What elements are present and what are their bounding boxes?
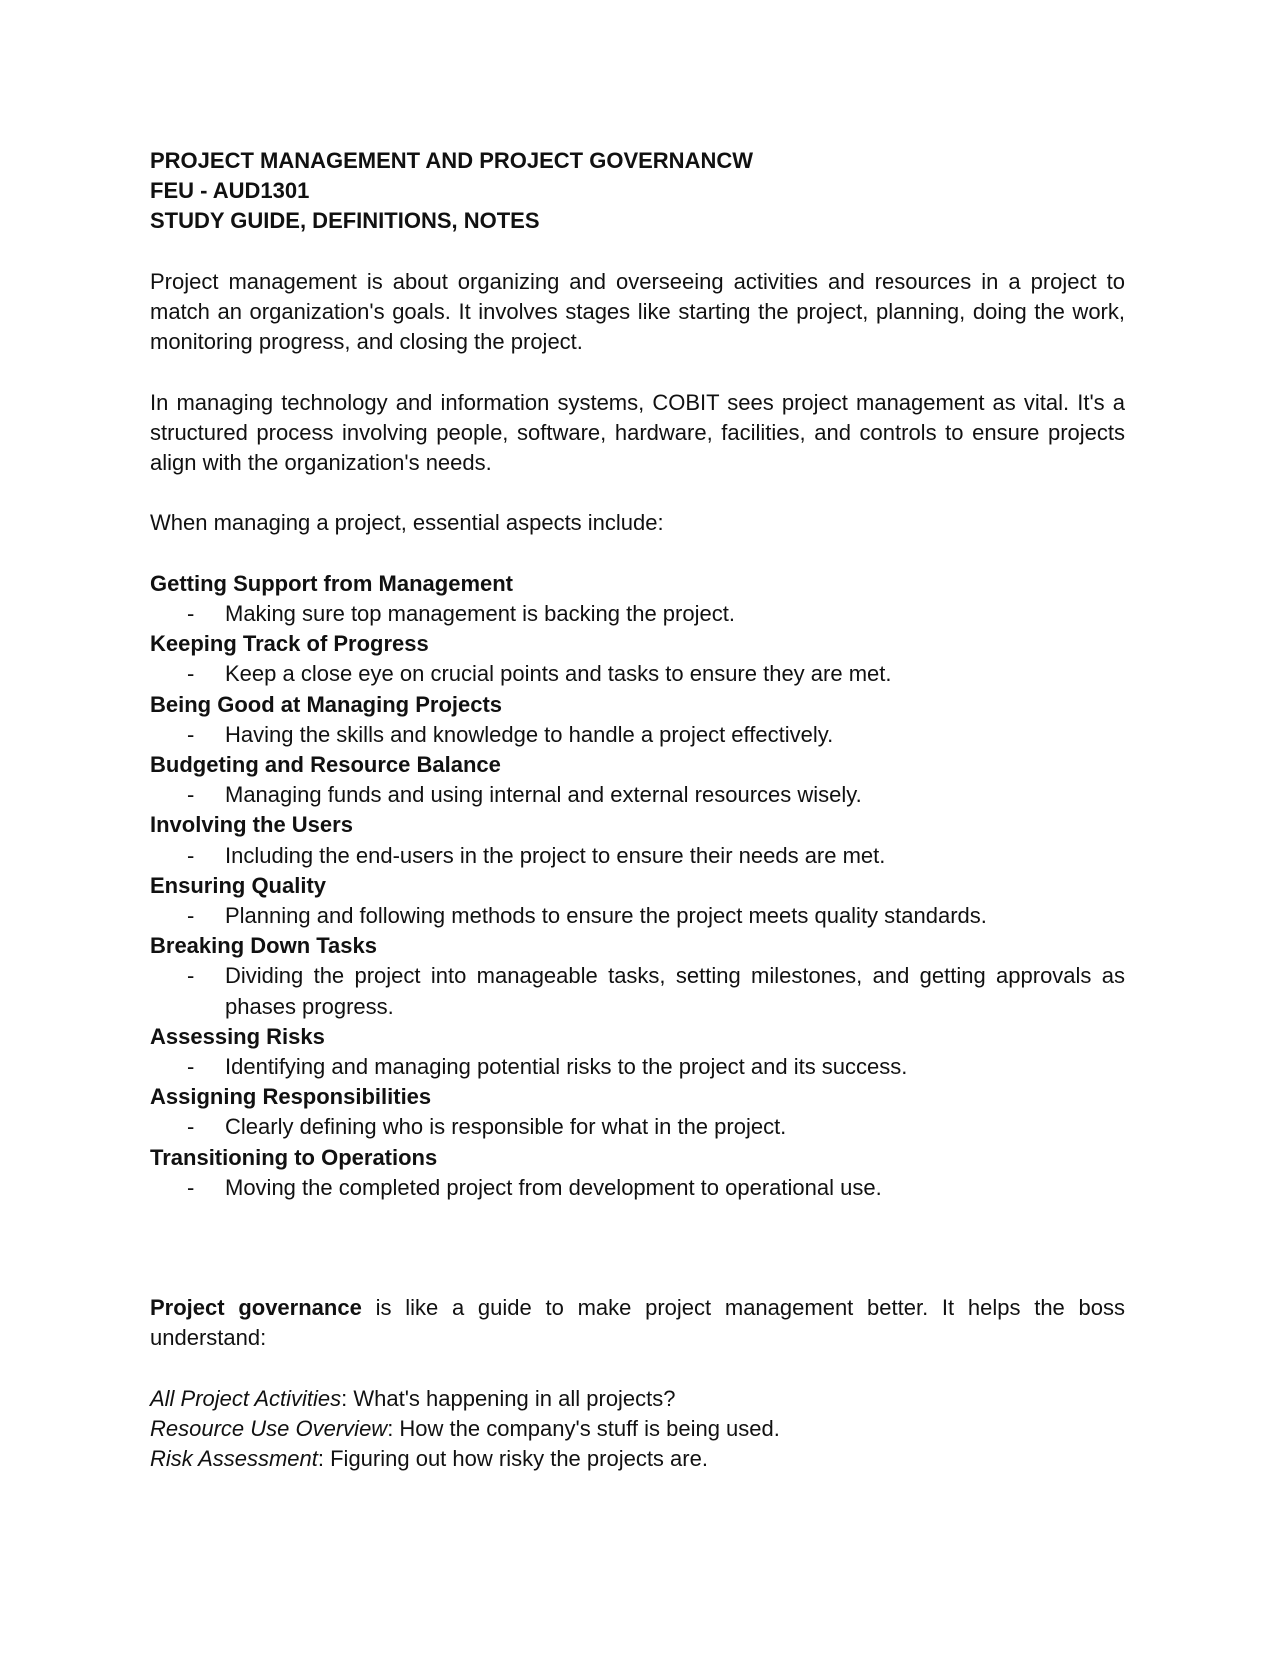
aspect-bullet	[150, 780, 1125, 810]
document-page	[150, 146, 1125, 1474]
aspect-bullet	[150, 901, 1125, 931]
aspect-title: Involving the Users	[150, 812, 353, 838]
governance-item	[150, 1444, 1125, 1474]
spacer	[150, 478, 1125, 508]
dash-bullet: -	[187, 903, 195, 929]
dash-bullet: -	[187, 842, 195, 868]
aspect-description: Having the skills and knowledge to handle a project effectively.	[225, 721, 834, 747]
spacer	[150, 237, 1125, 267]
aspect-item	[150, 629, 1125, 689]
aspect-item	[150, 750, 1125, 810]
aspect-bullet	[150, 1173, 1125, 1203]
governance-term: Project governance	[150, 1295, 362, 1321]
aspect-item	[150, 1022, 1125, 1082]
aspect-description: Dividing the project into manageable tasks, setting milestones, and getting approvals as phases progress.	[225, 963, 1125, 1019]
aspect-bullet	[150, 1052, 1125, 1082]
course-code: FEU - AUD1301	[150, 178, 310, 204]
aspect-description: Moving the completed project from development to operational use.	[225, 1174, 882, 1200]
aspect-title: Transitioning to Operations	[150, 1144, 438, 1170]
dash-bullet: -	[187, 721, 195, 747]
aspect-item	[150, 1082, 1125, 1142]
governance-item-label: Risk Assessment	[150, 1446, 318, 1472]
aspect-item	[150, 569, 1125, 629]
spacer	[150, 1203, 1125, 1293]
dash-bullet: -	[187, 963, 195, 989]
aspect-title: Budgeting and Resource Balance	[150, 752, 501, 777]
aspect-item	[150, 810, 1125, 870]
aspect-title: Assessing Risks	[150, 1023, 325, 1049]
aspect-title: Being Good at Managing Projects	[150, 691, 503, 717]
aspect-bullet	[150, 961, 1125, 1021]
aspect-bullet	[150, 841, 1125, 871]
aspect-bullet	[150, 659, 1125, 689]
aspects-list	[150, 569, 1125, 1203]
governance-item-text: : What's happening in all projects?	[341, 1385, 676, 1411]
intro-paragraph-2: In managing technology and information systems, COBIT sees project management as vital. It's a structured process involving people, software, hardware, facilities, and controls to ensure projects align with the organization's needs.	[150, 389, 1125, 475]
aspect-description: Planning and following methods to ensure the project meets quality standards.	[225, 903, 987, 929]
governance-paragraph	[150, 1293, 1125, 1353]
aspect-item	[150, 871, 1125, 931]
governance-item-label: All Project Activities	[150, 1385, 342, 1411]
intro-paragraph-1: Project management is about organizing and overseeing activities and resources in a project to match an organization's goals. It involves stages like starting the project, planning, doing the work, monitoring progress, and closing the project.	[150, 268, 1125, 355]
governance-description: is like a guide to make project management better. It helps the boss understand:	[150, 1295, 1126, 1351]
dash-bullet: -	[187, 1054, 195, 1080]
aspect-description: Keep a close eye on crucial points and tasks to ensure they are met.	[225, 661, 892, 687]
document-subtitle: STUDY GUIDE, DEFINITIONS, NOTES	[150, 208, 540, 234]
spacer	[150, 357, 1125, 387]
governance-item	[150, 1384, 1125, 1414]
dash-bullet: -	[187, 782, 195, 808]
governance-item-text: : Figuring out how risky the projects are.	[317, 1446, 708, 1472]
intro-paragraph-3: When managing a project, essential aspects include:	[150, 510, 664, 536]
spacer	[150, 1353, 1125, 1383]
aspect-title: Assigning Responsibilities	[150, 1084, 432, 1110]
aspect-description: Managing funds and using internal and external resources wisely.	[225, 782, 862, 808]
aspect-bullet	[150, 599, 1125, 629]
aspect-bullet	[150, 720, 1125, 750]
aspect-description: Including the end-users in the project to ensure their needs are met.	[225, 842, 886, 868]
governance-item	[150, 1414, 1125, 1444]
aspect-item	[150, 931, 1125, 1022]
aspect-title: Ensuring Quality	[150, 872, 327, 898]
dash-bullet: -	[187, 1174, 195, 1200]
dash-bullet: -	[187, 1114, 195, 1140]
aspect-title: Breaking Down Tasks	[150, 933, 377, 959]
aspect-description: Making sure top management is backing the project.	[225, 600, 735, 626]
aspect-item	[150, 1143, 1125, 1203]
aspect-bullet	[150, 1112, 1125, 1142]
spacer	[150, 539, 1125, 569]
aspect-item	[150, 690, 1125, 750]
document-title: PROJECT MANAGEMENT AND PROJECT GOVERNANCW	[150, 148, 753, 173]
aspect-title: Keeping Track of Progress	[150, 631, 429, 657]
aspect-description: Clearly defining who is responsible for what in the project.	[225, 1114, 787, 1140]
dash-bullet: -	[187, 600, 195, 626]
aspect-description: Identifying and managing potential risks to the project and its success.	[225, 1054, 908, 1080]
governance-item-text: : How the company's stuff is being used.	[387, 1415, 780, 1441]
aspect-title: Getting Support from Management	[150, 570, 513, 596]
governance-item-label: Resource Use Overview	[150, 1415, 388, 1441]
dash-bullet: -	[187, 661, 195, 687]
